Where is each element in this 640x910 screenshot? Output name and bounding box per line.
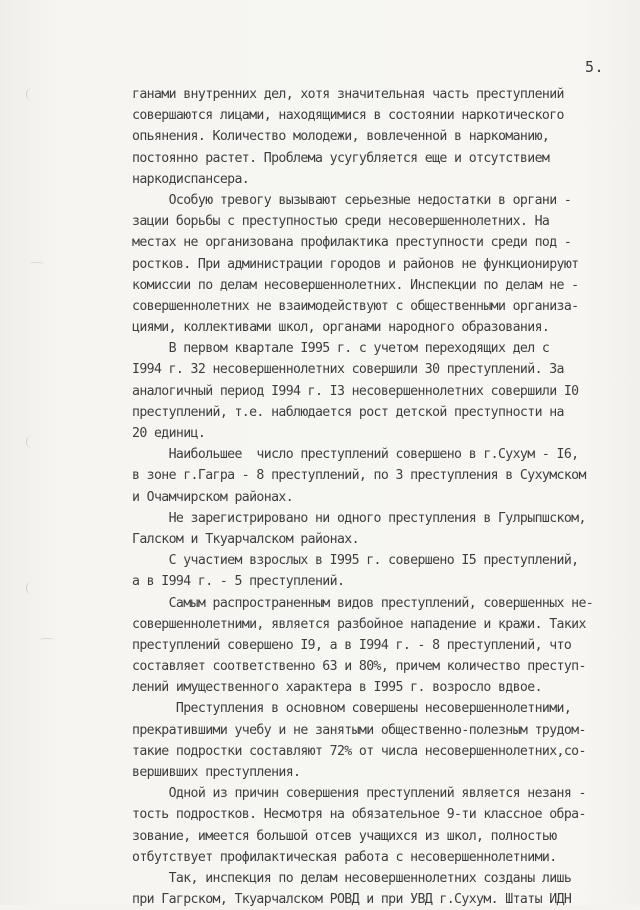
text-line: преступлений, т.е. наблюдается рост детской преступности на [132,404,564,420]
text-line: I994 г. 32 несовершеннолетних совершили 30 преступлений. За [132,362,564,378]
text-line: С участием взрослых в I995 г. совершено I5 преступлений, [132,553,579,569]
text-line: Особую тревогу вызывают серьезные недостатки в органи - [132,192,572,208]
text-line: при Гагрском, Ткуарчалском РОВД и при УВД г.Сухум. Штаты ИДН [132,892,572,908]
text-line: совершеннолетних не взаимодействуют с общественными организа- [132,298,579,314]
text-line: опьянения. Количество молодежи, вовлеченной в наркоманию, [132,129,550,145]
text-line: Так, инспекция по делам несовершеннолетних созданы лишь [132,870,572,886]
binding-hole-mark [26,582,37,594]
document-body [132,84,610,910]
text-line: отбутствует профилактическая работа с несовершеннолетними. [132,849,557,865]
text-line: лений имущественного характера в I995 г. возросло вдвое. [132,680,542,696]
text-line: преступлений совершено I9, а в I994 г. - 8 преступлений, что [132,637,572,653]
text-line: Наибольшее число преступлений совершено в г.Сухум - I6, [132,447,579,463]
text-line: в зоне г.Гагра - 8 преступлений, по 3 преступления в Сухумском [132,468,586,484]
text-line: совершаются лицами, находящимися в состоянии наркотического [132,108,564,124]
text-line: аналогичный период I994 г. I3 несовершеннолетних совершили I0 [132,383,579,399]
text-line: зации борьбы с преступностью среди несовершеннолетних. На [132,214,550,230]
page-number: 5. [585,58,605,76]
text-line: ганами внутренних дел, хотя значительная часть преступлений [132,87,564,102]
paper-mark [30,262,44,267]
text-line: ростков. При администрации городов и районов не функционируют [132,256,579,272]
text-line: циями, коллективами школ, органами народного образования. [132,320,550,336]
text-line: местах не организована профилактика преступности среди под - [132,235,572,251]
text-line: зование, имеется большой отсев учащихся из школ, полностью [132,828,557,844]
text-line: 20 единиц. [132,426,206,441]
text-line: Самым распространенным видов преступлений, совершенных не- [132,595,594,611]
text-line: прекратившими учебу и не занятыми общественно-полезным трудом- [132,722,586,738]
text-line: и Очамчирском районах. [132,489,294,505]
binding-hole-mark [26,88,37,100]
text-line: совершеннолетними, является разбойное нападение и кражи. Таких [132,616,586,632]
text-line: Не зарегистрировано ни одного преступления в Гулрыпшском, [132,510,586,526]
text-line: Одной из причин совершения преступлений является незаня - [132,786,586,802]
binding-hole-mark [26,436,37,448]
text-line: а в I994 г. - 5 преступлений. [132,574,345,590]
text-line: наркодиспансера. [132,171,250,187]
paper-mark [40,638,54,643]
text-line: Галском и Ткуарчалском районах. [132,531,359,547]
text-line: составляет соответственно 63 и 80%, причем количество преступ- [132,659,586,675]
text-line: В первом квартале I995 г. с учетом переходящих дел с [132,341,550,357]
text-line: постоянно растет. Проблема усугубляется еще и отсутствием [132,150,550,166]
text-line: тость подростков. Несмотря на обязательное 9-ти классное обра- [132,807,586,823]
text-line: такие подростки составляют 72% от числа несовершеннолетних,со- [132,743,586,759]
text-line: Преступления в основном совершены несовершеннолетними, [132,701,572,717]
text-line: комиссии по делам несовершеннолетних. Инспекции по делам не - [132,277,579,293]
text-line: вершивших преступления. [132,765,301,780]
